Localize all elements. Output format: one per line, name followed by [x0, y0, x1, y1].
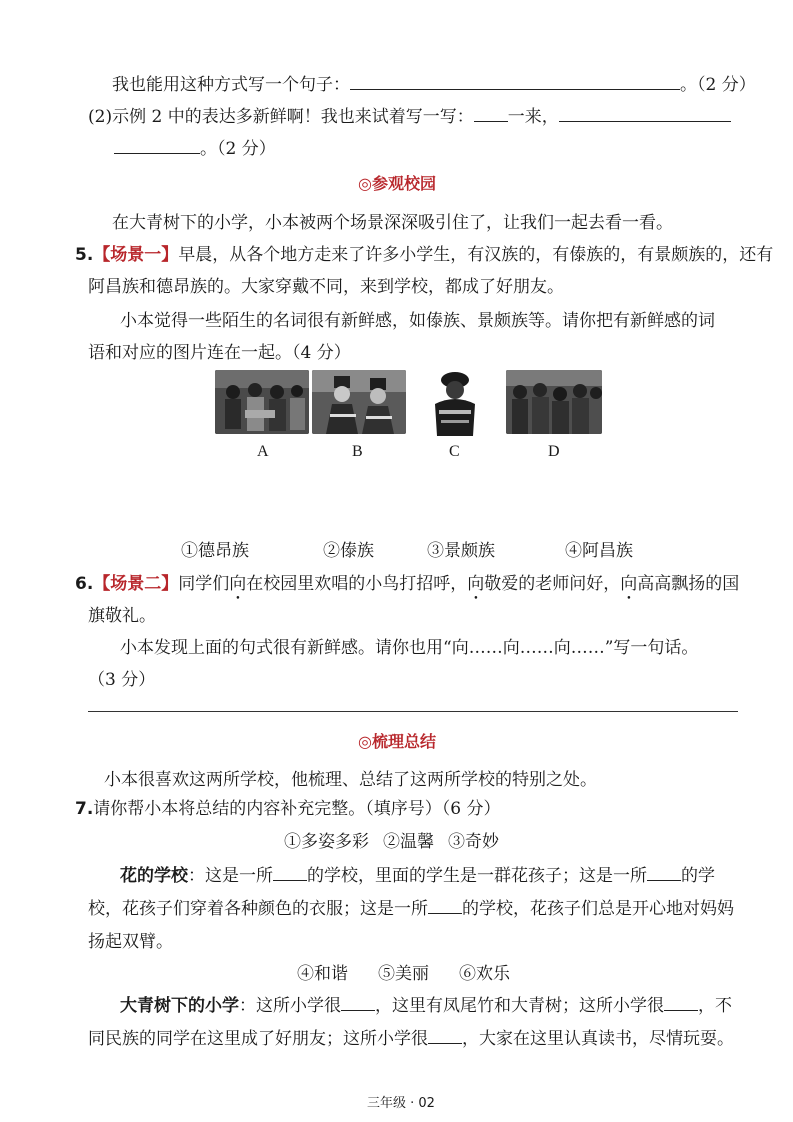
q7-tree-line1: [120, 991, 732, 1016]
q7-option-1: ①多姿多彩: [284, 832, 369, 852]
q7-flower-blank-1[interactable]: [273, 879, 307, 881]
q5-option-1[interactable]: ①德昂族: [181, 541, 249, 561]
photo-b[interactable]: [312, 370, 406, 434]
q4-line1-text: 我也能用这种方式写一个句子：: [112, 75, 350, 95]
q7-option-4: ④和谐: [297, 964, 348, 984]
q7-flower-blank-2[interactable]: [647, 879, 681, 881]
q7-flower-line1: [120, 861, 715, 886]
q6-prompt-line2: （3 分）: [88, 670, 156, 690]
q7-tree-blank-2[interactable]: [664, 1009, 698, 1011]
q6-text-line2: 旗敬礼。: [88, 606, 156, 626]
q4-line1-score: 。（2 分）: [680, 75, 756, 95]
q5-number: 5.: [75, 245, 94, 265]
q6-emphasis-2: 向: [467, 574, 485, 594]
q7-options-row-1: [284, 827, 499, 852]
q6-text-a: 同学们: [178, 574, 230, 594]
q7-flower-text-1b: 的学校，里面的学生是一群花孩子；这是一所: [307, 866, 647, 886]
section-summary-intro: 小本很喜欢这两所学校，他梳理、总结了这两所学校的特别之处。: [104, 770, 597, 790]
q7-options-row-2: [297, 959, 510, 984]
group-photo-image: [215, 370, 309, 434]
photo-c[interactable]: [427, 370, 483, 436]
q7-line1: [75, 794, 501, 819]
q7-option-5: ⑤美丽: [378, 964, 429, 984]
q4-answer-blank-2[interactable]: [474, 120, 508, 122]
q7-flower-line3: 扬起双臂。: [88, 932, 173, 952]
section-title-visit: ◎参观校园: [358, 174, 436, 193]
photo-a-label: A: [257, 443, 269, 460]
q5-scene-tag: 【场景一】: [93, 245, 179, 265]
q7-tree-text-1c: ，不: [698, 996, 732, 1016]
q4-line1: [112, 70, 756, 95]
q5-option-3[interactable]: ③景颇族: [427, 541, 495, 561]
section-visit-intro: 在大青树下的小学，小本被两个场景深深吸引住了，让我们一起去看一看。: [112, 213, 673, 233]
q7-flower-text-2b: 的学校，花孩子们总是开心地对妈妈: [462, 899, 734, 919]
q6-line1: [75, 569, 739, 604]
q5-prompt-line2: 语和对应的图片连在一起。（4 分）: [88, 343, 351, 363]
q5-text-line1: 早晨，从各个地方走来了许多小学生，有汉族的，有傣族的，有景颇族的，还有: [178, 245, 774, 265]
q4-part2-mid: 一来，: [507, 107, 559, 127]
q7-tree-line2: [88, 1024, 734, 1049]
photo-d[interactable]: [506, 370, 602, 434]
photo-c-label: C: [449, 443, 460, 460]
q6-text-c: 在校园里欢唱的小鸟打招呼，: [246, 574, 468, 594]
q4-part2-line2: [114, 134, 276, 159]
two-people-photo-image: [312, 370, 406, 434]
q7-flower-blank-3[interactable]: [428, 912, 462, 914]
q4-answer-blank-1[interactable]: [350, 88, 680, 90]
q6-emphasis-3: 向: [620, 574, 638, 594]
photo-a[interactable]: [215, 370, 309, 434]
q7-tree-text-1b: ，这里有凤尾竹和大青树；这所小学很: [375, 996, 664, 1016]
photo-b-label: B: [352, 443, 363, 460]
q6-emphasis-1: 向: [229, 574, 247, 594]
page-footer: 三年级 · 02: [367, 1096, 435, 1111]
q5-line1: [75, 240, 773, 265]
q4-part2: [88, 102, 731, 127]
person-photo-image: [427, 370, 483, 436]
crowd-photo-image: [506, 370, 602, 434]
q7-tree-text-1a: ：这所小学很: [239, 996, 341, 1016]
q7-option-2: ②温馨: [383, 832, 434, 852]
q7-number: 7.: [75, 799, 94, 819]
q6-text-g: 高高飘扬的国: [637, 574, 740, 594]
q4-answer-blank-4[interactable]: [114, 152, 200, 154]
q6-scene-tag: 【场景二】: [93, 574, 179, 594]
q5-text-line2: 阿昌族和德昂族的。大家穿戴不同，来到学校，都成了好朋友。: [88, 277, 564, 297]
q6-prompt-line1: 小本发现上面的句式很有新鲜感。请你也用“向……向……向……”写一句话。: [120, 638, 699, 658]
q7-option-3: ③奇妙: [448, 832, 499, 852]
q6-text-e: 敬爱的老师问好，: [484, 574, 621, 594]
q7-prompt: 请你帮小本将总结的内容补充完整。（填序号）（6 分）: [93, 799, 501, 819]
q7-flower-line2: [88, 894, 734, 919]
q7-tree-text-2a: 同民族的同学在这里成了好朋友；这所小学很: [88, 1029, 428, 1049]
q5-option-4[interactable]: ④阿昌族: [565, 541, 633, 561]
q7-option-6: ⑥欢乐: [459, 964, 510, 984]
q7-tree-text-2b: ，大家在这里认真读书，尽情玩耍。: [462, 1029, 734, 1049]
q7-tree-blank-3[interactable]: [428, 1042, 462, 1044]
q6-answer-line[interactable]: [88, 711, 738, 712]
q6-number: 6.: [75, 574, 94, 594]
q7-tree-title: 大青树下的小学: [120, 996, 239, 1016]
q5-option-2[interactable]: ②傣族: [323, 541, 374, 561]
q7-flower-title: 花的学校: [120, 866, 188, 886]
q7-tree-blank-1[interactable]: [341, 1009, 375, 1011]
q7-flower-text-1c: 的学: [681, 866, 715, 886]
q4-part2-prefix: (2)示例 2 中的表达多新鲜啊！我也来试着写一写：: [88, 107, 474, 127]
section-title-summary: ◎梳理总结: [358, 732, 436, 751]
q7-flower-text-2a: 校，花孩子们穿着各种颜色的衣服；这是一所: [88, 899, 428, 919]
q4-part2-score: 。（2 分）: [200, 139, 276, 159]
photo-d-label: D: [548, 443, 560, 460]
q4-answer-blank-3[interactable]: [559, 120, 731, 122]
q5-prompt-line1: 小本觉得一些陌生的名词很有新鲜感，如傣族、景颇族等。请你把有新鲜感的词: [120, 311, 715, 331]
q7-flower-text-1a: ：这是一所: [188, 866, 273, 886]
